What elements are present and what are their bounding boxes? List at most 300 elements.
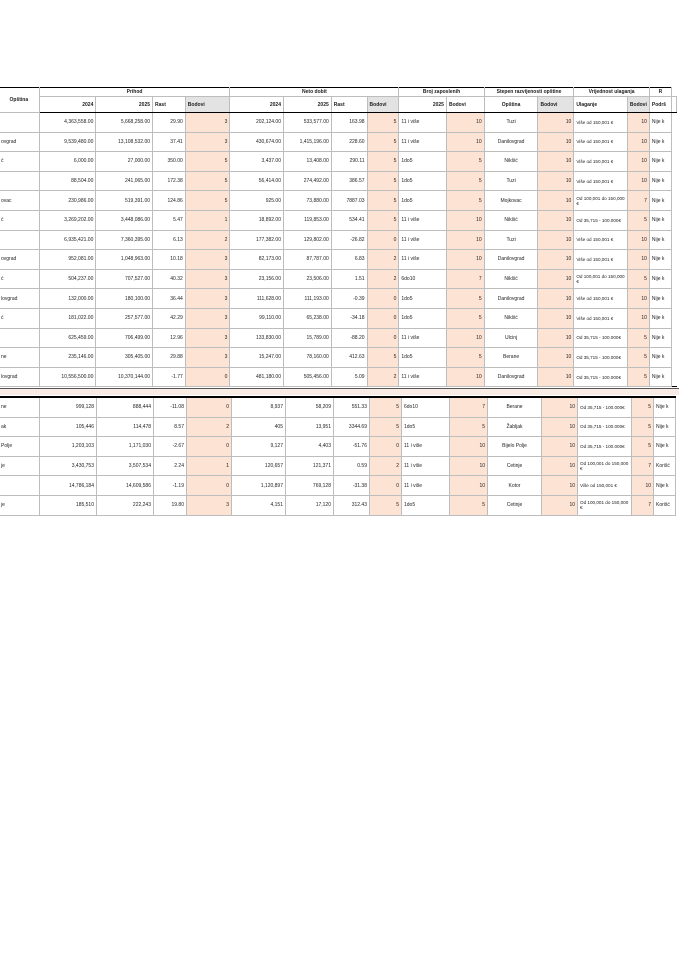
cell-neto-bodovi: 0 [370,437,402,457]
table-row [0,113,677,133]
cell-prihod-2024: 235,146.00 [39,348,96,368]
cell-zaposleni-bodovi: 10 [450,476,488,496]
cell-prihod-rast: 350.00 [153,152,186,172]
scoring-table-main [0,87,677,387]
cell-neto-2024: 18,892.00 [230,210,284,230]
cell-zaposleni-bodovi: 10 [450,437,488,457]
header-neto-2024: 2024 [230,97,284,113]
table-row [0,367,677,387]
cell-opstina-razvijenost: Cetinje [488,495,542,515]
cell-prihod-2025: 3,448,086.00 [96,210,153,230]
cell-prihod-rast: 6.13 [153,230,186,250]
cell-prihod-bodovi: 3 [185,289,230,309]
cell-prihod-2025: 257,577.00 [96,308,153,328]
cell-neto-2025: 65,238.00 [284,308,332,328]
cell-neto-rast: 386.57 [331,171,367,191]
cell-opstina: lovgrad [0,289,39,309]
cell-prihod-bodovi: 5 [185,171,230,191]
cell-podrska: Nije k [649,152,671,172]
header-broj-zaposlenih: Broj zaposlenih [399,88,484,97]
cell-broj-zaposlenih: 11 i više [402,456,450,476]
cell-neto-2024: 8,937 [232,397,286,417]
cell-ulaganje-bodovi: 10 [632,476,654,496]
cell-ulaganje: Od 35,715 - 100.000€ [578,417,632,437]
cell-ulaganje: Od 100,001 do 150,000 € [574,269,628,289]
cell-opstina-razvijenost: Bijelo Polje [488,437,542,457]
cell-zaposleni-bodovi: 5 [446,348,484,368]
cell-prihod-rast: 29.88 [153,348,186,368]
cell-prihod-2025: 222,243 [97,495,154,515]
cell-podrska: Nije k [654,476,676,496]
table-row [0,308,677,328]
cell-prihod-rast: 42.29 [153,308,186,328]
cell-opstina [0,328,39,348]
cell-neto-bodovi: 0 [370,476,402,496]
cell-prihod-bodovi: 2 [187,417,232,437]
cell-neto-rast: 6.83 [331,250,367,270]
cell-neto-2025: 73,880.00 [284,191,332,211]
cell-neto-rast: 163.98 [331,113,367,133]
cell-broj-zaposlenih: 11 i više [399,328,447,348]
cell-prihod-bodovi: 5 [185,191,230,211]
cell-prihod-2024: 999,128 [40,397,97,417]
cell-opstina-razvijenost: Nikšić [484,269,538,289]
cell-prihod-bodovi: 3 [185,113,230,133]
cell-zaposleni-bodovi: 10 [446,113,484,133]
cell-zaposleni-bodovi: 7 [446,269,484,289]
cell-ulaganje: Više od 150,001 € [574,152,628,172]
header-prihod-2024: 2024 [39,97,96,113]
cell-broj-zaposlenih: 1do5 [402,495,450,515]
header-podrska: Podrš [649,97,671,113]
cell-opstina: je [0,456,40,476]
cell-neto-rast: -31.38 [334,476,370,496]
table-row [0,437,676,457]
cell-neto-2024: 99,110.00 [230,308,284,328]
header-prihod-bodovi: Bodovi [185,97,230,113]
cell-podrska: Nije k [649,250,671,270]
cell-prihod-rast: 19.80 [154,495,187,515]
cell-neto-2024: 1,120,897 [232,476,286,496]
cell-podrska: Nije k [649,308,671,328]
cell-prihod-2024: 185,510 [40,495,97,515]
cell-prihod-rast: 37.41 [153,132,186,152]
cell-neto-2025: 533,577.00 [284,113,332,133]
cell-prihod-2025: 519,391.00 [96,191,153,211]
cell-ulaganje: Od 100,001 do 150,000 € [578,456,632,476]
cell-neto-rast: 312.43 [334,495,370,515]
cell-opstina: ć [0,210,39,230]
cell-razvijenost-bodovi: 10 [538,367,574,387]
cell-neto-2024: 56,414.00 [230,171,284,191]
cell-neto-bodovi: 2 [370,456,402,476]
cell-prihod-bodovi: 3 [187,495,232,515]
cell-neto-2025: 121,371 [286,456,334,476]
cell-podrska: Nije k [649,289,671,309]
cell-opstina: ne [0,397,40,417]
cell-razvijenost-bodovi: 10 [538,328,574,348]
cell-ulaganje: Više od 150,001 € [578,476,632,496]
cell-opstina [0,230,39,250]
cell-podrska: Nije k [649,328,671,348]
cell-opstina-razvijenost: Nikšić [484,308,538,328]
cell-neto-2025: 13,408.00 [284,152,332,172]
cell-podrska: Korišć [654,456,676,476]
cell-prihod-2025: 888,444 [97,397,154,417]
cell-podrska: Nije k [649,367,671,387]
cell-neto-bodovi: 5 [367,191,399,211]
cell-prihod-rast: 10.18 [153,250,186,270]
table-row [0,269,677,289]
cell-broj-zaposlenih: 1do5 [399,171,447,191]
cell-neto-rast: -88.20 [331,328,367,348]
header-ulaganje-bodovi: Bodovi [627,97,649,113]
cell-opstina: Polje [0,437,40,457]
header-prihod-rast: Rast [153,97,186,113]
cell-neto-rast: 551.33 [334,397,370,417]
header-neto-2025: 2025 [284,97,332,113]
cell-opstina: lovgrad [0,367,39,387]
cell-prihod-2024: 10,556,500.00 [39,367,96,387]
cell-neto-bodovi: 5 [370,495,402,515]
cell-neto-bodovi: 5 [367,210,399,230]
cell-prihod-2025: 10,370,144.00 [96,367,153,387]
cell-opstina: ovac [0,191,39,211]
cell-neto-2024: 177,382.00 [230,230,284,250]
header-ulaganje: Ulaganje [574,97,628,113]
cell-neto-2025: 13,951 [286,417,334,437]
table-row [0,495,676,515]
cell-ulaganje: Više od 150,001 € [574,308,628,328]
cell-neto-bodovi: 0 [367,289,399,309]
cell-prihod-2025: 707,527.00 [96,269,153,289]
cell-razvijenost-bodovi: 10 [542,476,578,496]
cell-neto-bodovi: 0 [367,230,399,250]
cell-ulaganje-bodovi: 5 [627,269,649,289]
cell-podrska: Nije k [649,230,671,250]
cell-razvijenost-bodovi: 10 [538,171,574,191]
cell-zaposleni-bodovi: 10 [446,367,484,387]
table-body-group-1 [0,113,677,387]
cell-ulaganje-bodovi: 5 [627,210,649,230]
header-prihod: Prihod [39,88,230,97]
table-header [0,88,677,113]
cell-opstina: ć [0,269,39,289]
cell-ulaganje-bodovi: 5 [627,367,649,387]
cell-neto-2024: 82,173.00 [230,250,284,270]
cell-neto-bodovi: 5 [370,417,402,437]
cell-zaposleni-bodovi: 10 [446,132,484,152]
cell-neto-2025: 78,160.00 [284,348,332,368]
cell-prihod-2024: 504,237.00 [39,269,96,289]
cell-prihod-rast: 36.44 [153,289,186,309]
cell-opstina-razvijenost: Berane [484,348,538,368]
cell-prihod-2025: 241,065.00 [96,171,153,191]
cell-ulaganje: Od 35,715 - 100.000€ [578,397,632,417]
cell-ulaganje-bodovi: 10 [627,152,649,172]
cell-neto-2024: 202,124.00 [230,113,284,133]
cell-zaposleni-bodovi: 10 [446,210,484,230]
cell-broj-zaposlenih: 11 i više [399,367,447,387]
cell-broj-zaposlenih: 1do5 [399,191,447,211]
cell-opstina-razvijenost: Ulcinj [484,328,538,348]
cell-neto-2025: 4,403 [286,437,334,457]
cell-opstina-razvijenost: Cetinje [488,456,542,476]
cell-neto-2025: 274,492.00 [284,171,332,191]
cell-prihod-2024: 105,446 [40,417,97,437]
cell-neto-rast: 412.63 [331,348,367,368]
cell-ulaganje: Više od 150,001 € [574,113,628,133]
cell-broj-zaposlenih: 1do5 [402,417,450,437]
cell-neto-rast: -26.82 [331,230,367,250]
cell-ulaganje: Više od 150,001 € [574,171,628,191]
header-last-group: R [649,88,671,97]
cell-neto-bodovi: 0 [367,328,399,348]
cell-razvijenost-bodovi: 10 [538,210,574,230]
cell-neto-2025: 15,789.00 [284,328,332,348]
cell-prihod-bodovi: 3 [185,348,230,368]
cell-prihod-2024: 14,786,184 [40,476,97,496]
cell-prihod-rast: -2.67 [154,437,187,457]
cell-prihod-2024: 132,000.00 [39,289,96,309]
cell-prihod-bodovi: 5 [185,152,230,172]
header-neto-rast: Rast [331,97,367,113]
cell-prihod-rast: -1.19 [154,476,187,496]
cell-prihod-bodovi: 0 [187,476,232,496]
cell-prihod-2024: 4,363,558.00 [39,113,96,133]
cell-podrska: Korišć [654,495,676,515]
table-row [0,328,677,348]
table-row [0,456,676,476]
cell-razvijenost-bodovi: 10 [542,495,578,515]
cell-ulaganje-bodovi: 5 [632,417,654,437]
cell-broj-zaposlenih: 11 i više [399,132,447,152]
cell-ulaganje: Od 35,715 - 100.000€ [574,367,628,387]
cell-prihod-2024: 625,459.00 [39,328,96,348]
cell-prihod-2024: 181,022.00 [39,308,96,328]
cell-neto-rast: -0.39 [331,289,367,309]
cell-opstina-razvijenost: Tuzi [484,113,538,133]
cell-opstina-razvijenost: Nikšić [484,210,538,230]
cell-zaposleni-bodovi: 5 [446,308,484,328]
cell-zaposleni-bodovi: 5 [450,417,488,437]
table-body-group-2 [0,397,676,515]
table-row [0,348,677,368]
cell-ulaganje-bodovi: 5 [632,397,654,417]
cell-ulaganje-bodovi: 10 [627,250,649,270]
cell-neto-rast: 3344.69 [334,417,370,437]
cell-neto-2024: 15,247.00 [230,348,284,368]
cell-prihod-2024: 3,269,202.00 [39,210,96,230]
cell-neto-2024: 133,830.00 [230,328,284,348]
cell-neto-2024: 3,437.00 [230,152,284,172]
cell-razvijenost-bodovi: 10 [542,437,578,457]
cell-neto-2025: 58,209 [286,397,334,417]
cell-prihod-2025: 1,048,963.00 [96,250,153,270]
cell-ulaganje-bodovi: 10 [627,289,649,309]
cell-ulaganje-bodovi: 5 [632,437,654,457]
cell-prihod-rast: 172.38 [153,171,186,191]
cell-broj-zaposlenih: 11 i više [402,437,450,457]
cell-neto-rast: 5.09 [331,367,367,387]
cell-ulaganje: Od 35,715 - 100.000€ [574,210,628,230]
cell-prihod-rast: 2.24 [154,456,187,476]
header-vrijednost-ulaganja: Vrijednost ulaganja [574,88,650,97]
cell-opstina-razvijenost: Danilovgrad [484,250,538,270]
cell-neto-bodovi: 5 [367,171,399,191]
cell-razvijenost-bodovi: 10 [538,289,574,309]
cell-zaposleni-bodovi: 5 [450,495,488,515]
cell-prihod-2025: 27,000.00 [96,152,153,172]
cell-ulaganje: Od 35,715 - 100.000€ [574,328,628,348]
cell-prihod-rast: 5.47 [153,210,186,230]
cell-neto-2025: 129,802.00 [284,230,332,250]
cell-neto-rast: 1.51 [331,269,367,289]
cell-prihod-rast: 29.90 [153,113,186,133]
cell-ulaganje-bodovi: 10 [627,308,649,328]
cell-razvijenost-bodovi: 10 [538,230,574,250]
cell-ulaganje-bodovi: 10 [627,113,649,133]
cell-neto-2024: 111,628.00 [230,289,284,309]
cell-prihod-bodovi: 3 [185,328,230,348]
cell-ulaganje-bodovi: 5 [627,348,649,368]
header-neto-dobit: Neto dobit [230,88,399,97]
cell-ulaganje-bodovi: 10 [627,230,649,250]
header-stepen-opstina: Opština [484,97,538,113]
cell-zaposleni-bodovi: 5 [446,152,484,172]
cell-ulaganje: Od 100,001 do 150,000 € [578,495,632,515]
scoring-table-second-group [0,396,676,516]
cell-ulaganje-bodovi: 7 [632,456,654,476]
table-row [0,397,676,417]
cell-broj-zaposlenih: 11 i više [399,113,447,133]
cell-neto-2025: 1,415,196.00 [284,132,332,152]
cell-opstina-razvijenost: Danilovgrad [484,367,538,387]
cell-opstina-razvijenost: Nikšić [484,152,538,172]
cell-neto-rast: 7887.03 [331,191,367,211]
cell-podrska: Nije k [649,132,671,152]
cell-neto-bodovi: 5 [367,132,399,152]
table-row [0,417,676,437]
table-row [0,250,677,270]
cell-opstina: je [0,495,40,515]
cell-opstina-razvijenost: Tuzi [484,171,538,191]
cell-podrska: Nije k [654,397,676,417]
cell-neto-2025: 17,120 [286,495,334,515]
cell-razvijenost-bodovi: 10 [538,113,574,133]
cell-zaposleni-bodovi: 10 [446,328,484,348]
header-zaposleni-2025: 2025 [399,97,447,113]
cell-broj-zaposlenih: 1do5 [399,152,447,172]
cell-neto-rast: 0.59 [334,456,370,476]
cell-zaposleni-bodovi: 5 [446,171,484,191]
cell-opstina [0,476,40,496]
cell-ulaganje-bodovi: 7 [627,191,649,211]
cell-neto-2025: 505,456.00 [284,367,332,387]
cell-prihod-2025: 305,405.00 [96,348,153,368]
cell-neto-2025: 769,128 [286,476,334,496]
cell-neto-2024: 925.00 [230,191,284,211]
cell-prihod-2024: 6,000.00 [39,152,96,172]
cell-ulaganje: Od 35,715 - 100.000€ [574,348,628,368]
cell-prihod-2024: 9,539,480.00 [39,132,96,152]
cell-zaposleni-bodovi: 10 [446,230,484,250]
header-prihod-2025: 2025 [96,97,153,113]
cell-prihod-2024: 230,986.00 [39,191,96,211]
cell-prihod-bodovi: 3 [185,269,230,289]
cell-neto-rast: 228.60 [331,132,367,152]
cell-prihod-rast: -1.77 [153,367,186,387]
cell-broj-zaposlenih: 11 i više [399,210,447,230]
cell-broj-zaposlenih: 1do5 [399,348,447,368]
table-row [0,476,676,496]
cell-prihod-2024: 1,203,103 [40,437,97,457]
table-row [0,230,677,250]
cell-ulaganje: Više od 150,001 € [574,289,628,309]
cell-opstina-razvijenost: Žabljak [488,417,542,437]
cell-opstina-razvijenost: Danilovgrad [484,289,538,309]
cell-ulaganje-bodovi: 7 [632,495,654,515]
cell-prihod-rast: 12.96 [153,328,186,348]
cell-podrska: Nije k [649,113,671,133]
cell-razvijenost-bodovi: 10 [538,191,574,211]
cell-prihod-2024: 88,504.00 [39,171,96,191]
cell-zaposleni-bodovi: 10 [446,250,484,270]
cell-broj-zaposlenih: 11 i više [402,476,450,496]
cell-prihod-2024: 3,430,753 [40,456,97,476]
table-row [0,210,677,230]
cell-zaposleni-bodovi: 5 [446,191,484,211]
cell-prihod-bodovi: 3 [185,308,230,328]
cell-razvijenost-bodovi: 10 [538,250,574,270]
cell-razvijenost-bodovi: 10 [542,417,578,437]
cell-prihod-bodovi: 2 [185,230,230,250]
cell-prihod-rast: 8.57 [154,417,187,437]
cell-prihod-bodovi: 0 [185,367,230,387]
cell-razvijenost-bodovi: 10 [538,269,574,289]
cell-ulaganje: Više od 150,001 € [574,132,628,152]
cell-prihod-2025: 13,108,532.00 [96,132,153,152]
header-stepen-razvijenosti: Stepen razvijenosti opštine [484,88,574,97]
cell-ulaganje: Od 100,001 do 150,000 € [574,191,628,211]
cell-neto-rast: 290.11 [331,152,367,172]
cell-broj-zaposlenih: 11 i više [399,250,447,270]
cell-prihod-bodovi: 1 [187,456,232,476]
table-row [0,191,677,211]
cell-prihod-bodovi: 3 [185,132,230,152]
cell-ulaganje: Više od 150,001 € [574,230,628,250]
cell-opstina-razvijenost: Danilovgrad [484,132,538,152]
cell-prihod-bodovi: 1 [185,210,230,230]
cell-ulaganje: Više od 150,001 € [574,250,628,270]
cell-neto-2024: 120,657 [232,456,286,476]
cell-prihod-rast: 124.86 [153,191,186,211]
table-row [0,152,677,172]
cell-zaposleni-bodovi: 5 [446,289,484,309]
cell-prihod-2025: 180,100.00 [96,289,153,309]
cell-prihod-2025: 14,609,586 [97,476,154,496]
cell-prihod-bodovi: 3 [185,250,230,270]
cell-neto-2025: 87,787.00 [284,250,332,270]
cell-neto-bodovi: 2 [367,367,399,387]
header-zaposleni-bodovi: Bodovi [446,97,484,113]
cell-broj-zaposlenih: 11 i više [399,230,447,250]
cell-neto-2024: 23,156.00 [230,269,284,289]
cell-opstina: ne [0,348,39,368]
cell-neto-2024: 481,180.00 [230,367,284,387]
cell-broj-zaposlenih: 6do10 [399,269,447,289]
cell-zaposleni-bodovi: 7 [450,397,488,417]
